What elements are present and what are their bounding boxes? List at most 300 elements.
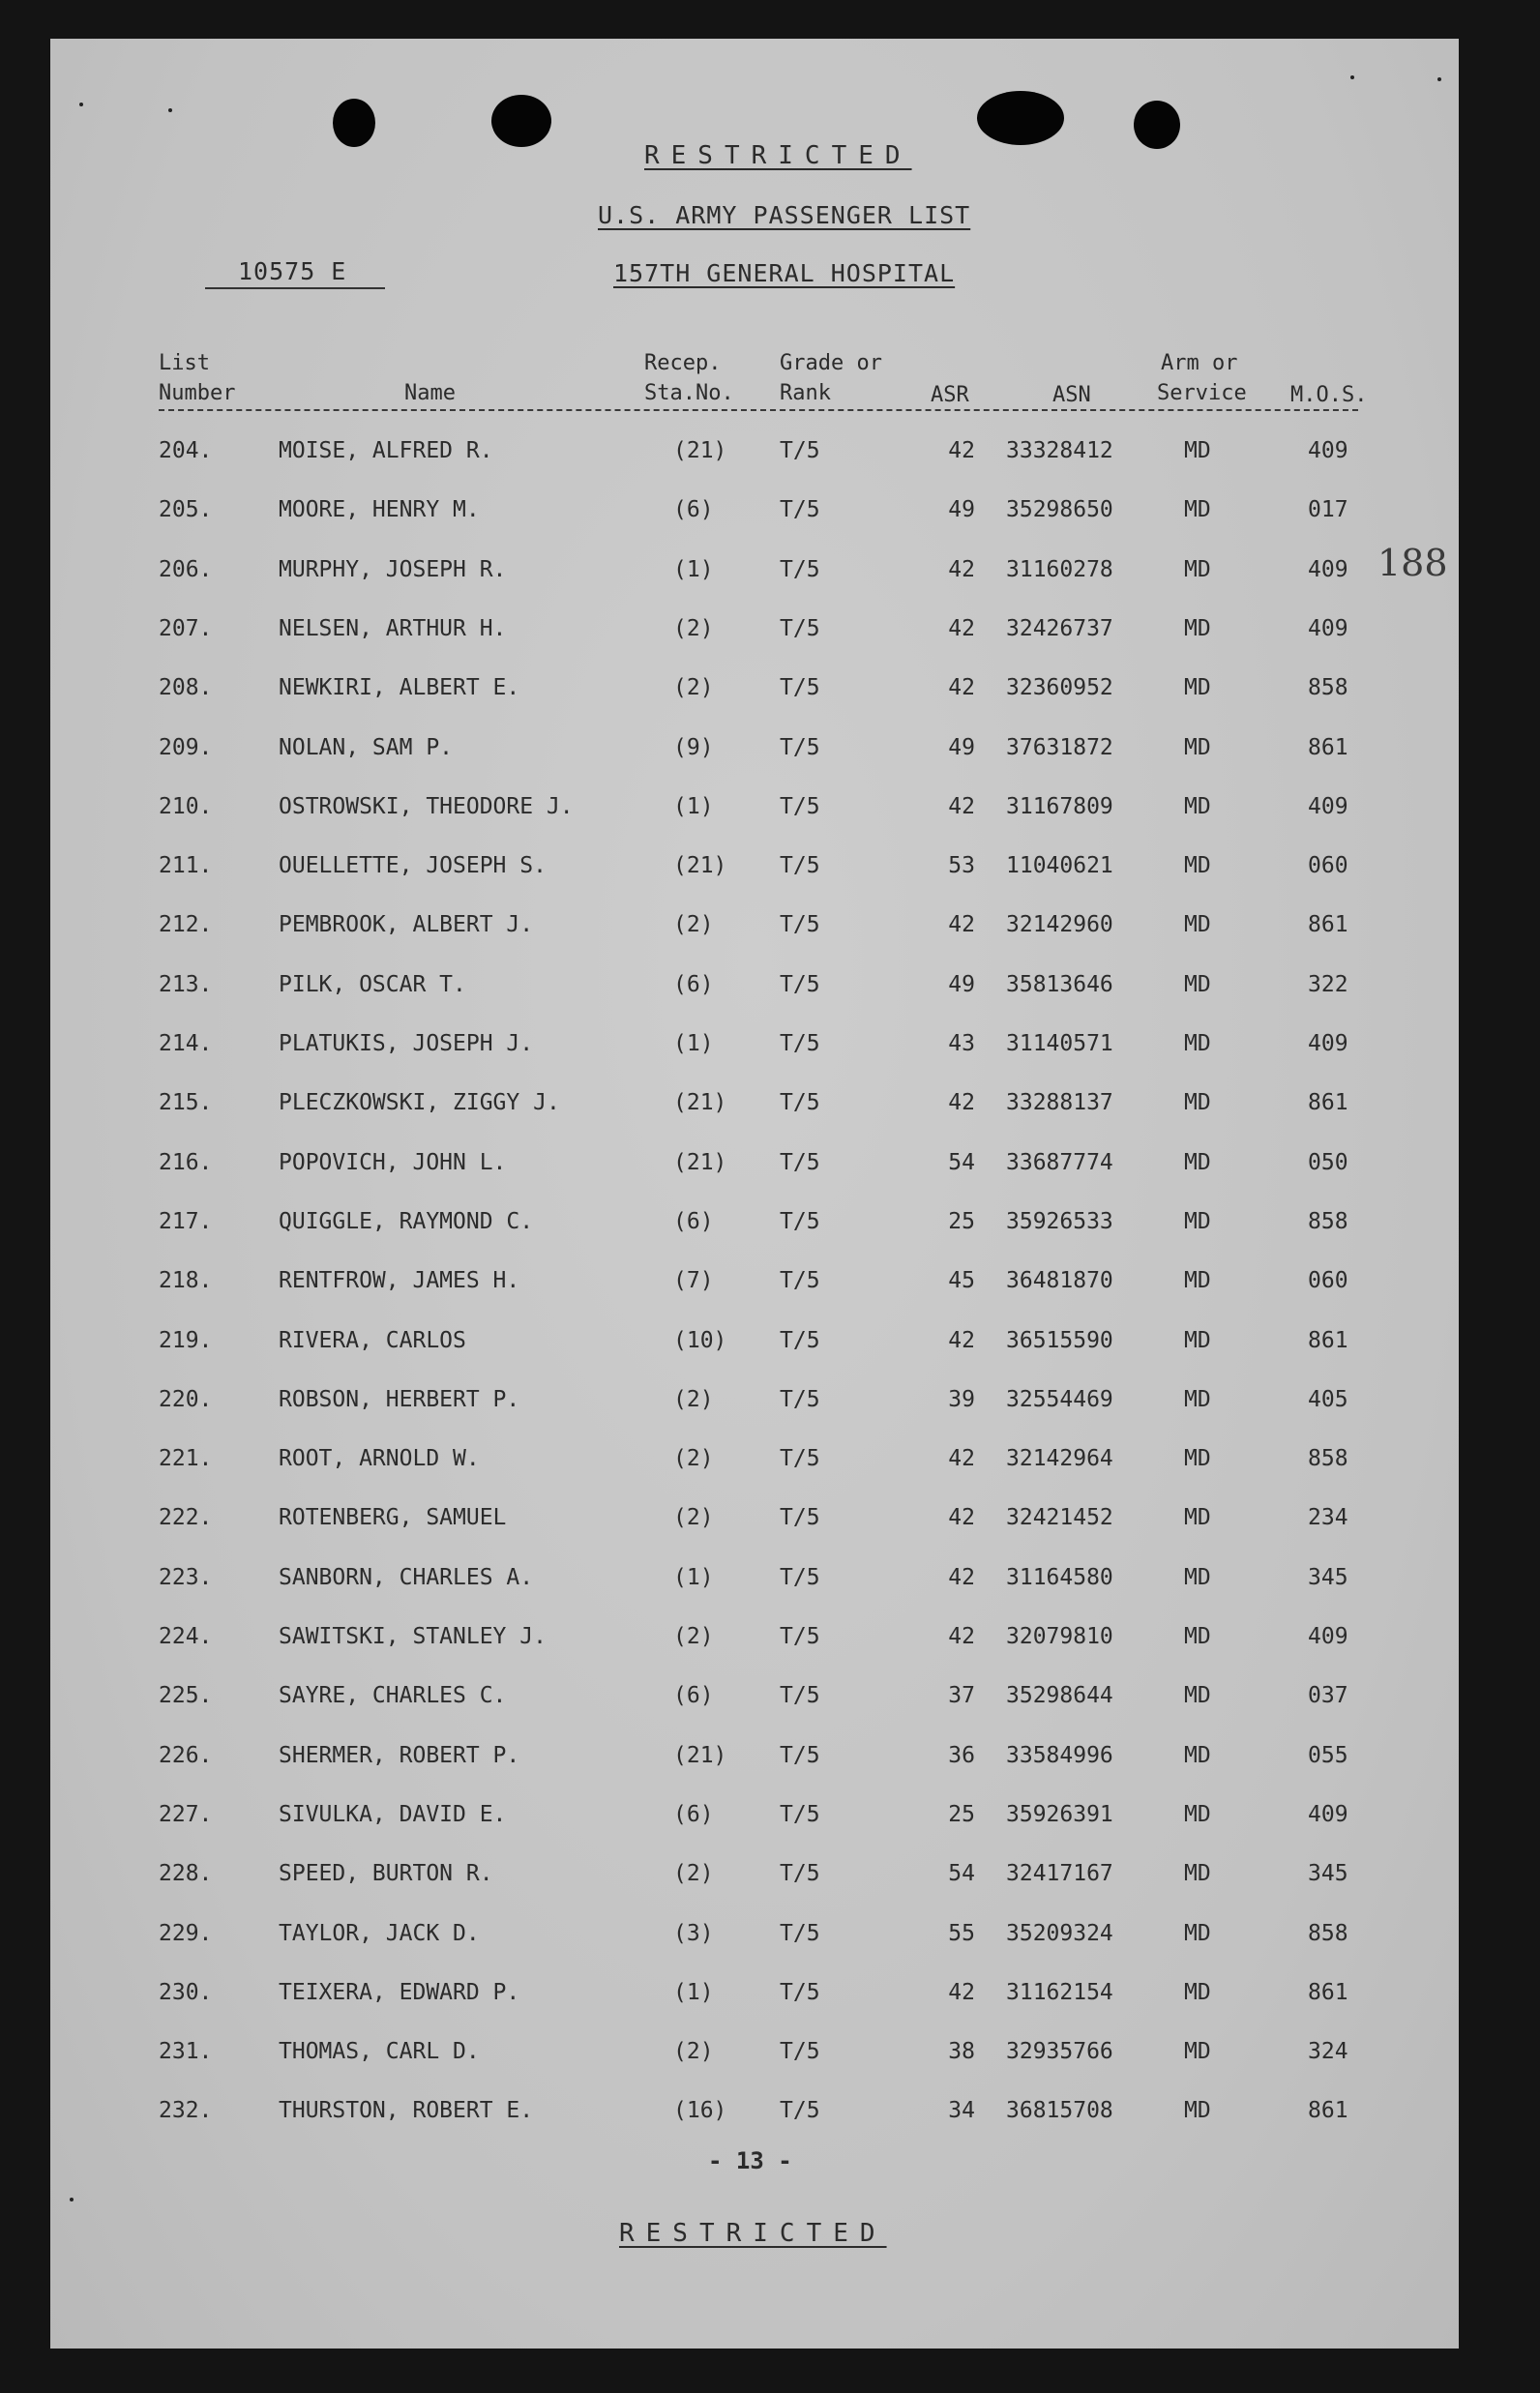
table-row — [50, 853, 1459, 892]
mos-code: 858 — [1308, 1209, 1348, 1234]
col-name-label: Name — [404, 381, 456, 405]
list-number: 221. — [159, 1446, 213, 1471]
arm-service: MD — [1184, 438, 1211, 463]
grade: T/5 — [780, 853, 820, 878]
list-number: 224. — [159, 1624, 213, 1649]
army-serial-number: 33288137 — [1006, 1090, 1113, 1115]
asr-score: 42 — [948, 1446, 975, 1471]
army-serial-number: 32079810 — [1006, 1624, 1113, 1649]
passenger-name: NELSEN, ARTHUR H. — [279, 616, 507, 641]
punch-hole-1 — [333, 99, 375, 147]
army-serial-number: 32142960 — [1006, 912, 1113, 937]
list-number: 210. — [159, 794, 213, 819]
mos-code: 409 — [1308, 1031, 1348, 1056]
asr-score: 49 — [948, 497, 975, 522]
passenger-name: NEWKIRI, ALBERT E. — [279, 675, 520, 700]
grade: T/5 — [780, 438, 820, 463]
reception-station: (2) — [673, 1387, 714, 1412]
list-number: 229. — [159, 1921, 213, 1946]
reception-station: (1) — [673, 794, 714, 819]
col-grade — [780, 348, 882, 408]
grade: T/5 — [780, 1268, 820, 1293]
list-number: 217. — [159, 1209, 213, 1234]
arm-service: MD — [1184, 1209, 1211, 1234]
list-number: 206. — [159, 557, 213, 582]
grade: T/5 — [780, 735, 820, 760]
reception-station: (9) — [673, 735, 714, 760]
punch-hole-4 — [1134, 101, 1180, 149]
passenger-name: OUELLETTE, JOSEPH S. — [279, 853, 547, 878]
list-number: 212. — [159, 912, 213, 937]
arm-service: MD — [1184, 912, 1211, 937]
passenger-name: SANBORN, CHARLES A. — [279, 1565, 534, 1590]
army-serial-number: 35813646 — [1006, 972, 1113, 997]
army-serial-number: 31162154 — [1006, 1980, 1113, 2005]
table-row — [50, 1505, 1459, 1544]
army-serial-number: 31160278 — [1006, 557, 1113, 582]
asr-score: 42 — [948, 794, 975, 819]
table-row — [50, 794, 1459, 833]
page-number: - 13 - — [708, 2147, 792, 2174]
passenger-name: TAYLOR, JACK D. — [279, 1921, 480, 1946]
table-row — [50, 1387, 1459, 1426]
asr-score: 37 — [948, 1683, 975, 1708]
grade: T/5 — [780, 1921, 820, 1946]
grade: T/5 — [780, 1446, 820, 1471]
arm-service: MD — [1184, 1624, 1211, 1649]
grade: T/5 — [780, 2098, 820, 2123]
mos-code: 409 — [1308, 438, 1348, 463]
arm-service: MD — [1184, 1505, 1211, 1530]
reception-station: (3) — [673, 1921, 714, 1946]
table-row — [50, 972, 1459, 1011]
list-number: 207. — [159, 616, 213, 641]
col-arm-line2: Service — [1157, 381, 1247, 405]
grade: T/5 — [780, 1565, 820, 1590]
passenger-name: SAYRE, CHARLES C. — [279, 1683, 507, 1708]
arm-service: MD — [1184, 1683, 1211, 1708]
grade: T/5 — [780, 1624, 820, 1649]
arm-service: MD — [1184, 1565, 1211, 1590]
asr-score: 39 — [948, 1387, 975, 1412]
col-list-number-line1: List — [159, 351, 210, 375]
asr-score: 42 — [948, 438, 975, 463]
mos-code: 861 — [1308, 1090, 1348, 1115]
mos-code: 017 — [1308, 497, 1348, 522]
mos-code: 858 — [1308, 1921, 1348, 1946]
mos-code: 409 — [1308, 794, 1348, 819]
list-number: 214. — [159, 1031, 213, 1056]
list-number: 228. — [159, 1861, 213, 1886]
table-row — [50, 1090, 1459, 1129]
list-number: 216. — [159, 1150, 213, 1175]
list-number: 204. — [159, 438, 213, 463]
table-row — [50, 1743, 1459, 1782]
army-serial-number: 35926533 — [1006, 1209, 1113, 1234]
mos-code: 234 — [1308, 1505, 1348, 1530]
grade: T/5 — [780, 1150, 820, 1175]
reception-station: (21) — [673, 1743, 727, 1768]
header-rule — [159, 409, 1358, 411]
punch-hole-2 — [491, 95, 551, 147]
passenger-name: PILK, OSCAR T. — [279, 972, 466, 997]
reception-station: (2) — [673, 1505, 714, 1530]
col-grade-line2: Rank — [780, 381, 831, 405]
arm-service: MD — [1184, 1150, 1211, 1175]
col-mos-label: M.O.S. — [1290, 383, 1368, 407]
arm-service: MD — [1184, 972, 1211, 997]
table-row — [50, 1683, 1459, 1722]
arm-service: MD — [1184, 557, 1211, 582]
table-row — [50, 497, 1459, 536]
grade: T/5 — [780, 1743, 820, 1768]
asr-score: 42 — [948, 1980, 975, 2005]
table-row — [50, 1328, 1459, 1367]
asr-score: 49 — [948, 735, 975, 760]
list-number: 230. — [159, 1980, 213, 2005]
document-page — [50, 39, 1459, 2349]
grade: T/5 — [780, 2039, 820, 2064]
passenger-name: RIVERA, CARLOS — [279, 1328, 466, 1353]
list-number: 218. — [159, 1268, 213, 1293]
asr-score: 54 — [948, 1861, 975, 1886]
mos-code: 409 — [1308, 1802, 1348, 1827]
reception-station: (6) — [673, 972, 714, 997]
reception-station: (21) — [673, 1090, 727, 1115]
col-recep-sta-line1: Recep. — [644, 351, 722, 375]
passenger-name: ROOT, ARNOLD W. — [279, 1446, 480, 1471]
table-row — [50, 1921, 1459, 1960]
grade: T/5 — [780, 1387, 820, 1412]
army-serial-number: 36815708 — [1006, 2098, 1113, 2123]
army-serial-number: 32417167 — [1006, 1861, 1113, 1886]
reception-station: (2) — [673, 1624, 714, 1649]
grade: T/5 — [780, 616, 820, 641]
table-row — [50, 616, 1459, 655]
table-row — [50, 735, 1459, 774]
list-number: 222. — [159, 1505, 213, 1530]
passenger-name: POPOVICH, JOHN L. — [279, 1150, 507, 1175]
army-serial-number: 36481870 — [1006, 1268, 1113, 1293]
mos-code: 050 — [1308, 1150, 1348, 1175]
reception-station: (2) — [673, 1861, 714, 1886]
army-serial-number: 37631872 — [1006, 735, 1113, 760]
col-recep-sta-line2: Sta.No. — [644, 381, 734, 405]
arm-service: MD — [1184, 735, 1211, 760]
mos-code: 037 — [1308, 1683, 1348, 1708]
asr-score: 42 — [948, 1624, 975, 1649]
grade: T/5 — [780, 1328, 820, 1353]
asr-score: 42 — [948, 557, 975, 582]
mos-code: 858 — [1308, 1446, 1348, 1471]
passenger-name: OSTROWSKI, THEODORE J. — [279, 794, 574, 819]
table-row — [50, 1209, 1459, 1248]
unit-name: 157TH GENERAL HOSPITAL — [613, 259, 956, 287]
grade: T/5 — [780, 1861, 820, 1886]
asr-score: 53 — [948, 853, 975, 878]
passenger-name: PLECZKOWSKI, ZIGGY J. — [279, 1090, 560, 1115]
arm-service: MD — [1184, 1802, 1211, 1827]
grade: T/5 — [780, 794, 820, 819]
page-stamp-number: 188 — [1377, 542, 1448, 584]
mos-code: 861 — [1308, 1980, 1348, 2005]
table-row — [50, 675, 1459, 714]
arm-service: MD — [1184, 853, 1211, 878]
arm-service: MD — [1184, 616, 1211, 641]
reception-station: (6) — [673, 1209, 714, 1234]
list-number: 225. — [159, 1683, 213, 1708]
grade: T/5 — [780, 497, 820, 522]
col-asn — [1052, 380, 1091, 410]
passenger-name: PLATUKIS, JOSEPH J. — [279, 1031, 534, 1056]
army-serial-number: 36515590 — [1006, 1328, 1113, 1353]
arm-service: MD — [1184, 2039, 1211, 2064]
list-number: 209. — [159, 735, 213, 760]
list-code — [205, 257, 385, 289]
list-number: 227. — [159, 1802, 213, 1827]
reception-station: (6) — [673, 1683, 714, 1708]
asr-score: 42 — [948, 1505, 975, 1530]
reception-station: (2) — [673, 912, 714, 937]
reception-station: (6) — [673, 497, 714, 522]
dust-speck — [168, 108, 172, 112]
grade: T/5 — [780, 1505, 820, 1530]
list-number: 211. — [159, 853, 213, 878]
reception-station: (7) — [673, 1268, 714, 1293]
table-row — [50, 1980, 1459, 2019]
grade: T/5 — [780, 675, 820, 700]
arm-service: MD — [1184, 1921, 1211, 1946]
passenger-name: THURSTON, ROBERT E. — [279, 2098, 534, 2123]
dust-speck — [79, 103, 83, 106]
mos-code: 409 — [1308, 616, 1348, 641]
col-grade-line1: Grade or — [780, 351, 882, 375]
passenger-name: ROBSON, HERBERT P. — [279, 1387, 520, 1412]
arm-service: MD — [1184, 1328, 1211, 1353]
army-serial-number: 35298644 — [1006, 1683, 1113, 1708]
asr-score: 34 — [948, 2098, 975, 2123]
table-row — [50, 1624, 1459, 1663]
asr-score: 42 — [948, 1565, 975, 1590]
arm-service: MD — [1184, 1387, 1211, 1412]
reception-station: (21) — [673, 1150, 727, 1175]
table-row — [50, 438, 1459, 477]
reception-station: (2) — [673, 675, 714, 700]
col-arm-service — [1157, 348, 1247, 408]
reception-station: (2) — [673, 616, 714, 641]
asr-score: 42 — [948, 912, 975, 937]
arm-service: MD — [1184, 1980, 1211, 2005]
document-title: U.S. ARMY PASSENGER LIST — [598, 201, 971, 229]
asr-score: 25 — [948, 1802, 975, 1827]
arm-service: MD — [1184, 2098, 1211, 2123]
dust-speck — [70, 2198, 74, 2201]
reception-station: (1) — [673, 1565, 714, 1590]
col-list-number — [159, 348, 235, 408]
mos-code: 060 — [1308, 1268, 1348, 1293]
passenger-name: TEIXERA, EDWARD P. — [279, 1980, 520, 2005]
punch-hole-3 — [977, 91, 1064, 145]
classification-bottom: RESTRICTED — [619, 2219, 887, 2248]
passenger-name: MURPHY, JOSEPH R. — [279, 557, 507, 582]
mos-code: 409 — [1308, 557, 1348, 582]
arm-service: MD — [1184, 1090, 1211, 1115]
army-serial-number: 31164580 — [1006, 1565, 1113, 1590]
table-row — [50, 557, 1459, 596]
army-serial-number: 32935766 — [1006, 2039, 1113, 2064]
table-row — [50, 2039, 1459, 2078]
army-serial-number: 31140571 — [1006, 1031, 1113, 1056]
reception-station: (1) — [673, 1980, 714, 2005]
reception-station: (6) — [673, 1802, 714, 1827]
reception-station: (16) — [673, 2098, 727, 2123]
col-list-number-line2: Number — [159, 381, 236, 405]
army-serial-number: 35926391 — [1006, 1802, 1113, 1827]
asr-score: 42 — [948, 1090, 975, 1115]
passenger-name: SPEED, BURTON R. — [279, 1861, 493, 1886]
col-asn-label: ASN — [1052, 383, 1091, 407]
col-asr — [931, 380, 969, 410]
dust-speck — [1350, 75, 1354, 79]
passenger-name: SIVULKA, DAVID E. — [279, 1802, 507, 1827]
mos-code: 324 — [1308, 2039, 1348, 2064]
mos-code: 060 — [1308, 853, 1348, 878]
mos-code: 322 — [1308, 972, 1348, 997]
army-serial-number: 33687774 — [1006, 1150, 1113, 1175]
list-number: 215. — [159, 1090, 213, 1115]
table-row — [50, 1861, 1459, 1900]
asr-score: 42 — [948, 616, 975, 641]
asr-score: 45 — [948, 1268, 975, 1293]
classification-top: RESTRICTED — [644, 141, 912, 170]
table-row — [50, 1802, 1459, 1841]
army-serial-number: 31167809 — [1006, 794, 1113, 819]
grade: T/5 — [780, 1802, 820, 1827]
army-serial-number: 32360952 — [1006, 675, 1113, 700]
mos-code: 861 — [1308, 1328, 1348, 1353]
list-number: 220. — [159, 1387, 213, 1412]
dust-speck — [1437, 77, 1441, 81]
army-serial-number: 35209324 — [1006, 1921, 1113, 1946]
asr-score: 25 — [948, 1209, 975, 1234]
col-asr-label: ASR — [931, 383, 969, 407]
list-number: 213. — [159, 972, 213, 997]
reception-station: (2) — [673, 2039, 714, 2064]
asr-score: 55 — [948, 1921, 975, 1946]
passenger-name: ROTENBERG, SAMUEL — [279, 1505, 507, 1530]
passenger-name: MOORE, HENRY M. — [279, 497, 480, 522]
passenger-name: NOLAN, SAM P. — [279, 735, 454, 760]
col-arm-line1: Arm or — [1161, 351, 1238, 375]
grade: T/5 — [780, 557, 820, 582]
grade: T/5 — [780, 1209, 820, 1234]
list-code-text: 10575 E — [205, 257, 385, 289]
col-recep-sta — [644, 348, 734, 408]
reception-station: (1) — [673, 557, 714, 582]
grade: T/5 — [780, 1090, 820, 1115]
asr-score: 36 — [948, 1743, 975, 1768]
reception-station: (10) — [673, 1328, 727, 1353]
army-serial-number: 35298650 — [1006, 497, 1113, 522]
arm-service: MD — [1184, 1743, 1211, 1768]
arm-service: MD — [1184, 497, 1211, 522]
army-serial-number: 32426737 — [1006, 616, 1113, 641]
grade: T/5 — [780, 912, 820, 937]
army-serial-number: 32421452 — [1006, 1505, 1113, 1530]
asr-score: 43 — [948, 1031, 975, 1056]
table-row — [50, 1150, 1459, 1189]
grade: T/5 — [780, 1031, 820, 1056]
mos-code: 409 — [1308, 1624, 1348, 1649]
list-number: 208. — [159, 675, 213, 700]
table-row — [50, 1446, 1459, 1485]
grade: T/5 — [780, 1980, 820, 2005]
passenger-name: PEMBROOK, ALBERT J. — [279, 912, 534, 937]
mos-code: 861 — [1308, 912, 1348, 937]
army-serial-number: 11040621 — [1006, 853, 1113, 878]
passenger-name: THOMAS, CARL D. — [279, 2039, 480, 2064]
asr-score: 54 — [948, 1150, 975, 1175]
passenger-name: MOISE, ALFRED R. — [279, 438, 493, 463]
arm-service: MD — [1184, 1031, 1211, 1056]
asr-score: 49 — [948, 972, 975, 997]
mos-code: 345 — [1308, 1565, 1348, 1590]
arm-service: MD — [1184, 794, 1211, 819]
table-row — [50, 912, 1459, 951]
reception-station: (21) — [673, 438, 727, 463]
table-row — [50, 1565, 1459, 1604]
table-row — [50, 1031, 1459, 1070]
list-number: 223. — [159, 1565, 213, 1590]
arm-service: MD — [1184, 1446, 1211, 1471]
list-number: 231. — [159, 2039, 213, 2064]
mos-code: 858 — [1308, 675, 1348, 700]
passenger-name: RENTFROW, JAMES H. — [279, 1268, 520, 1293]
mos-code: 345 — [1308, 1861, 1348, 1886]
table-row — [50, 2098, 1459, 2137]
mos-code: 861 — [1308, 2098, 1348, 2123]
reception-station: (21) — [673, 853, 727, 878]
army-serial-number: 33584996 — [1006, 1743, 1113, 1768]
col-mos — [1290, 380, 1367, 410]
reception-station: (2) — [673, 1446, 714, 1471]
mos-code: 861 — [1308, 735, 1348, 760]
asr-score: 42 — [948, 675, 975, 700]
table-row — [50, 1268, 1459, 1307]
asr-score: 42 — [948, 1328, 975, 1353]
army-serial-number: 32142964 — [1006, 1446, 1113, 1471]
army-serial-number: 33328412 — [1006, 438, 1113, 463]
arm-service: MD — [1184, 675, 1211, 700]
arm-service: MD — [1184, 1268, 1211, 1293]
arm-service: MD — [1184, 1861, 1211, 1886]
list-number: 226. — [159, 1743, 213, 1768]
list-number: 219. — [159, 1328, 213, 1353]
list-number: 205. — [159, 497, 213, 522]
list-number: 232. — [159, 2098, 213, 2123]
grade: T/5 — [780, 972, 820, 997]
passenger-name: SAWITSKI, STANLEY J. — [279, 1624, 547, 1649]
mos-code: 055 — [1308, 1743, 1348, 1768]
army-serial-number: 32554469 — [1006, 1387, 1113, 1412]
col-name — [404, 378, 456, 408]
reception-station: (1) — [673, 1031, 714, 1056]
passenger-name: QUIGGLE, RAYMOND C. — [279, 1209, 534, 1234]
mos-code: 405 — [1308, 1387, 1348, 1412]
passenger-name: SHERMER, ROBERT P. — [279, 1743, 520, 1768]
asr-score: 38 — [948, 2039, 975, 2064]
grade: T/5 — [780, 1683, 820, 1708]
